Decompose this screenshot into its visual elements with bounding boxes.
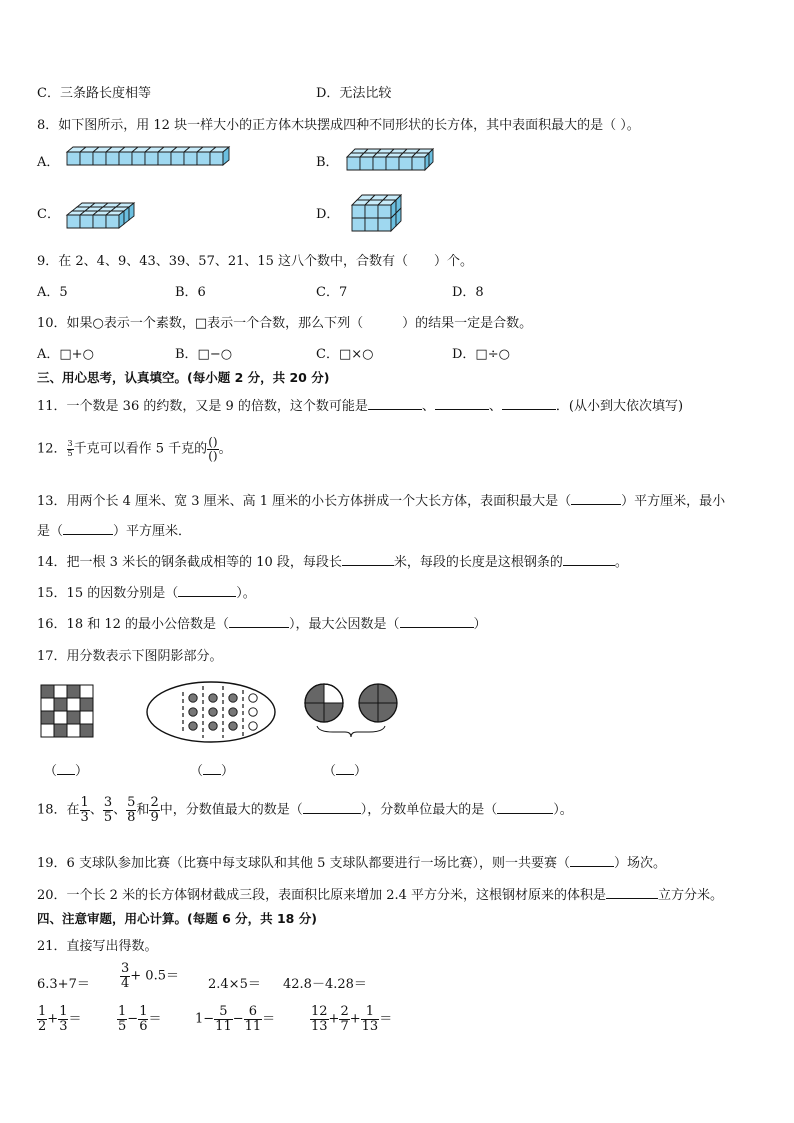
q18-fraction-4: $\frac{2}{9}$ [150, 795, 159, 825]
q13-text-b: ）平方厘米，最小 [621, 494, 726, 509]
dot-shaded [189, 722, 197, 730]
q17-answer-2[interactable]: （ ） [190, 764, 235, 779]
q19 [37, 852, 666, 871]
q7-option-d: D．无法比较 [316, 86, 392, 101]
q9-option-b: B．6 [175, 285, 206, 300]
q16-blank-1[interactable] [229, 615, 289, 628]
q14-text-a: 14．把一根 3 米长的钢条截成相等的 10 段，每段长 [37, 555, 342, 570]
q12-fraction-1: $\frac{3}{5}$ [67, 439, 73, 458]
q18-text-mid2: ），分数单位最大的是（ [360, 802, 498, 818]
cube-face [412, 157, 425, 170]
grid-cell-shaded [41, 685, 54, 698]
q19-text-a: 19．6 支球队参加比赛（比赛中每支球队和其他 5 支球队都要进行一场比赛），则一共要赛（ [37, 856, 570, 871]
grid-cell-shaded [80, 724, 93, 737]
q17-answer-1[interactable]: （ ） [44, 764, 89, 779]
grid-cell-shaded [41, 711, 54, 724]
cube-face [360, 157, 373, 170]
q14-blank-2[interactable] [563, 553, 615, 566]
dot-shaded [189, 708, 197, 716]
q21-r2c4: $\frac{12}{13}$ + $\frac{2}{7}$ + $\frac{1}{13}$ ＝ [311, 1004, 393, 1034]
grid-cell-shaded [54, 698, 67, 711]
q15 [37, 582, 256, 601]
q12-fraction-blank[interactable]: $\frac{()}{()}$ [208, 435, 218, 463]
q11-sep-1: 、 [421, 399, 435, 414]
cube-face [171, 152, 184, 165]
q16 [37, 613, 487, 632]
grid-cell-shaded [80, 698, 93, 711]
dot-shaded [209, 722, 217, 730]
cube-face [106, 215, 119, 228]
q18-fraction-1: $\frac{1}{3}$ [80, 795, 89, 825]
q15-text-b: ）。 [236, 586, 256, 601]
q18-text-end: ）。 [553, 802, 573, 818]
cube-face [365, 218, 378, 231]
cube-face [184, 152, 197, 165]
grid-cell [67, 698, 80, 711]
q11 [37, 395, 683, 414]
q14-blank-1[interactable] [342, 553, 394, 566]
dot-shaded [229, 708, 237, 716]
q13-blank-2[interactable] [63, 522, 113, 535]
grid-cell-shaded [54, 724, 67, 737]
q19-blank[interactable] [570, 854, 614, 867]
q21-stem: 21．直接写出得数。 [37, 939, 158, 954]
q12-middle: 千克可以看作 5 千克的 [73, 441, 208, 457]
cube-face [145, 152, 158, 165]
cube-face [132, 152, 145, 165]
q10-stem: 10．如果○表示一个素数，□表示一个合数，那么下列（ ）的结果一定是合数。 [37, 316, 533, 331]
q9-option-a: A．5 [37, 285, 68, 300]
dot-shaded [229, 694, 237, 702]
q18-blank-2[interactable] [497, 801, 553, 814]
q13-text-c: 是（ [37, 524, 64, 539]
q8-option-c-label: C． [37, 207, 60, 222]
q20-text-b: 立方分米。 [658, 888, 724, 903]
dot [249, 722, 257, 730]
grid-cell [41, 698, 54, 711]
q18-sep-1: 、 [89, 802, 103, 818]
q15-text-a: 15．15 的因数分别是（ [37, 586, 179, 601]
dot-shaded [209, 708, 217, 716]
q20 [37, 884, 723, 903]
q16-text-a: 16．18 和 12 的最小公倍数是（ [37, 617, 230, 632]
q18-and: 和 [136, 802, 150, 818]
cube-face [373, 157, 386, 170]
q14-text-b: 米，每段的长度是这根钢条的 [393, 555, 563, 570]
q16-text-c: ） [473, 617, 487, 632]
q12-suffix: 。 [218, 441, 232, 457]
q19-text-b: ）场次。 [613, 856, 666, 871]
dot-shaded [229, 722, 237, 730]
q17-stem: 17．用分数表示下图阴影部分。 [37, 649, 223, 664]
cube-face [158, 152, 171, 165]
q8-option-b-label: B． [316, 155, 339, 170]
q10-option-a: A．□+○ [37, 347, 94, 362]
q9-option-d: D．8 [452, 285, 484, 300]
q16-blank-2[interactable] [400, 615, 474, 628]
q8-option-c-figure [66, 193, 132, 229]
dot-shaded [209, 694, 217, 702]
q21-r1c1: 6.3+7＝ [37, 977, 90, 992]
cube-face [93, 215, 106, 228]
q13-text-a: 13．用两个长 4 厘米、宽 3 厘米、高 1 厘米的小长方体拼成一个大长方体，表面积最大是（ [37, 494, 572, 509]
cube-face [352, 205, 365, 218]
cube-face [197, 152, 210, 165]
q8-option-d-figure [351, 189, 407, 233]
grid-cell [80, 685, 93, 698]
q7-option-c: C．三条路长度相等 [37, 86, 151, 101]
grid-cell [67, 724, 80, 737]
q21-r1c3: 2.4×5＝ [208, 977, 261, 992]
q13-blank-1[interactable] [571, 492, 621, 505]
q9-option-c: C．7 [316, 285, 348, 300]
section-3-heading: 三、用心思考，认真填空。(每小题 2 分，共 20 分) [37, 370, 330, 385]
cube-face [67, 215, 80, 228]
cube-face [347, 157, 360, 170]
q8-stem: 8．如下图所示，用 12 块一样大小的正方体木块摆成四种不同形状的长方体，其中表面积最大的是（ ）。 [37, 118, 640, 133]
q11-sep-2: 、 [488, 399, 502, 414]
q21-r2c3: 1− $\frac{5}{11}$ − $\frac{6}{11}$ ＝ [195, 1004, 276, 1034]
q11-prefix: 11．一个数是 36 的约数，又是 9 的倍数，这个数可能是 [37, 399, 368, 414]
cube-face [67, 152, 80, 165]
q8-option-d-label: D． [316, 207, 340, 222]
q17-grid-figure [40, 684, 96, 740]
q9-stem: 9．在 2、4、9、43、39、57、21、15 这八个数中，合数有（ ）个。 [37, 254, 474, 269]
q18-blank-1[interactable] [303, 801, 361, 814]
grid-cell [80, 711, 93, 724]
q14-text-c: 。 [614, 555, 628, 570]
cube-face [106, 152, 119, 165]
q11-blank-3[interactable] [502, 397, 556, 410]
q13-line-1 [37, 490, 725, 509]
grid-cell-shaded [67, 685, 80, 698]
q12-prefix: 12． [37, 441, 67, 457]
cube-face [365, 205, 378, 218]
cube-face [399, 157, 412, 170]
grid-cell [54, 711, 67, 724]
grid-cell [54, 685, 67, 698]
grid-cell-shaded [67, 711, 80, 724]
cube-face [80, 215, 93, 228]
section-4-heading: 四、注意审题，用心计算。(每题 6 分，共 18 分) [37, 911, 317, 926]
q15-blank[interactable] [178, 584, 236, 597]
q13-text-d: ）平方厘米． [113, 524, 192, 539]
q10-option-d: D．□÷○ [452, 347, 510, 362]
cube-face [352, 218, 365, 231]
q21-r2c1: $\frac{1}{2}$ + $\frac{1}{3}$ ＝ [38, 1004, 82, 1034]
q21-r1c4: 42.8－4.28＝ [283, 977, 367, 992]
q18-sep-2: 、 [113, 802, 127, 818]
q14 [37, 551, 628, 570]
q11-blank-2[interactable] [435, 397, 489, 410]
q8-option-b-figure [346, 146, 440, 174]
q17-answer-3[interactable]: （ ） [323, 764, 368, 779]
dot [249, 694, 257, 702]
cube-face [386, 157, 399, 170]
q10-option-c: C．□×○ [316, 347, 374, 362]
q20-text-a: 20．一个长 2 米的长方体钢材截成三段，表面积比原来增加 2.4 平方分米，这根钢材原来的体积是 [37, 888, 607, 903]
q21-r1c2: $\frac{3}{4}$ + 0.5＝ [121, 961, 179, 991]
dot [249, 708, 257, 716]
q8-option-a-figure [66, 145, 232, 169]
q18-fraction-3: $\frac{5}{8}$ [127, 795, 136, 825]
dot-shaded [189, 694, 197, 702]
q21-r2c2: $\frac{1}{5}$ − $\frac{1}{6}$ ＝ [118, 1004, 162, 1034]
q18-prefix: 18．在 [37, 802, 80, 818]
q10-option-b: B．□−○ [175, 347, 233, 362]
q17-circles-figure [303, 682, 401, 742]
q17-ellipse-figure [145, 680, 277, 744]
q12 [37, 436, 232, 462]
q18-text-mid1: 中，分数值最大的数是（ [159, 802, 303, 818]
q16-text-b: ），最大公因数是（ [289, 617, 400, 632]
q18-fraction-2: $\frac{3}{5}$ [103, 795, 113, 825]
cube-face [80, 152, 93, 165]
q18 [37, 796, 573, 824]
cube-face [378, 218, 391, 231]
cube-face [93, 152, 106, 165]
q8-option-a-label: A． [37, 155, 60, 170]
q11-suffix: ．(从小到大依次填写) [555, 399, 684, 414]
q11-blank-1[interactable] [368, 397, 422, 410]
cube-face [210, 152, 223, 165]
grid-cell [41, 724, 54, 737]
cube-face [119, 152, 132, 165]
cube-face [378, 205, 391, 218]
q13-line-2 [37, 520, 191, 539]
q20-blank[interactable] [606, 886, 658, 899]
